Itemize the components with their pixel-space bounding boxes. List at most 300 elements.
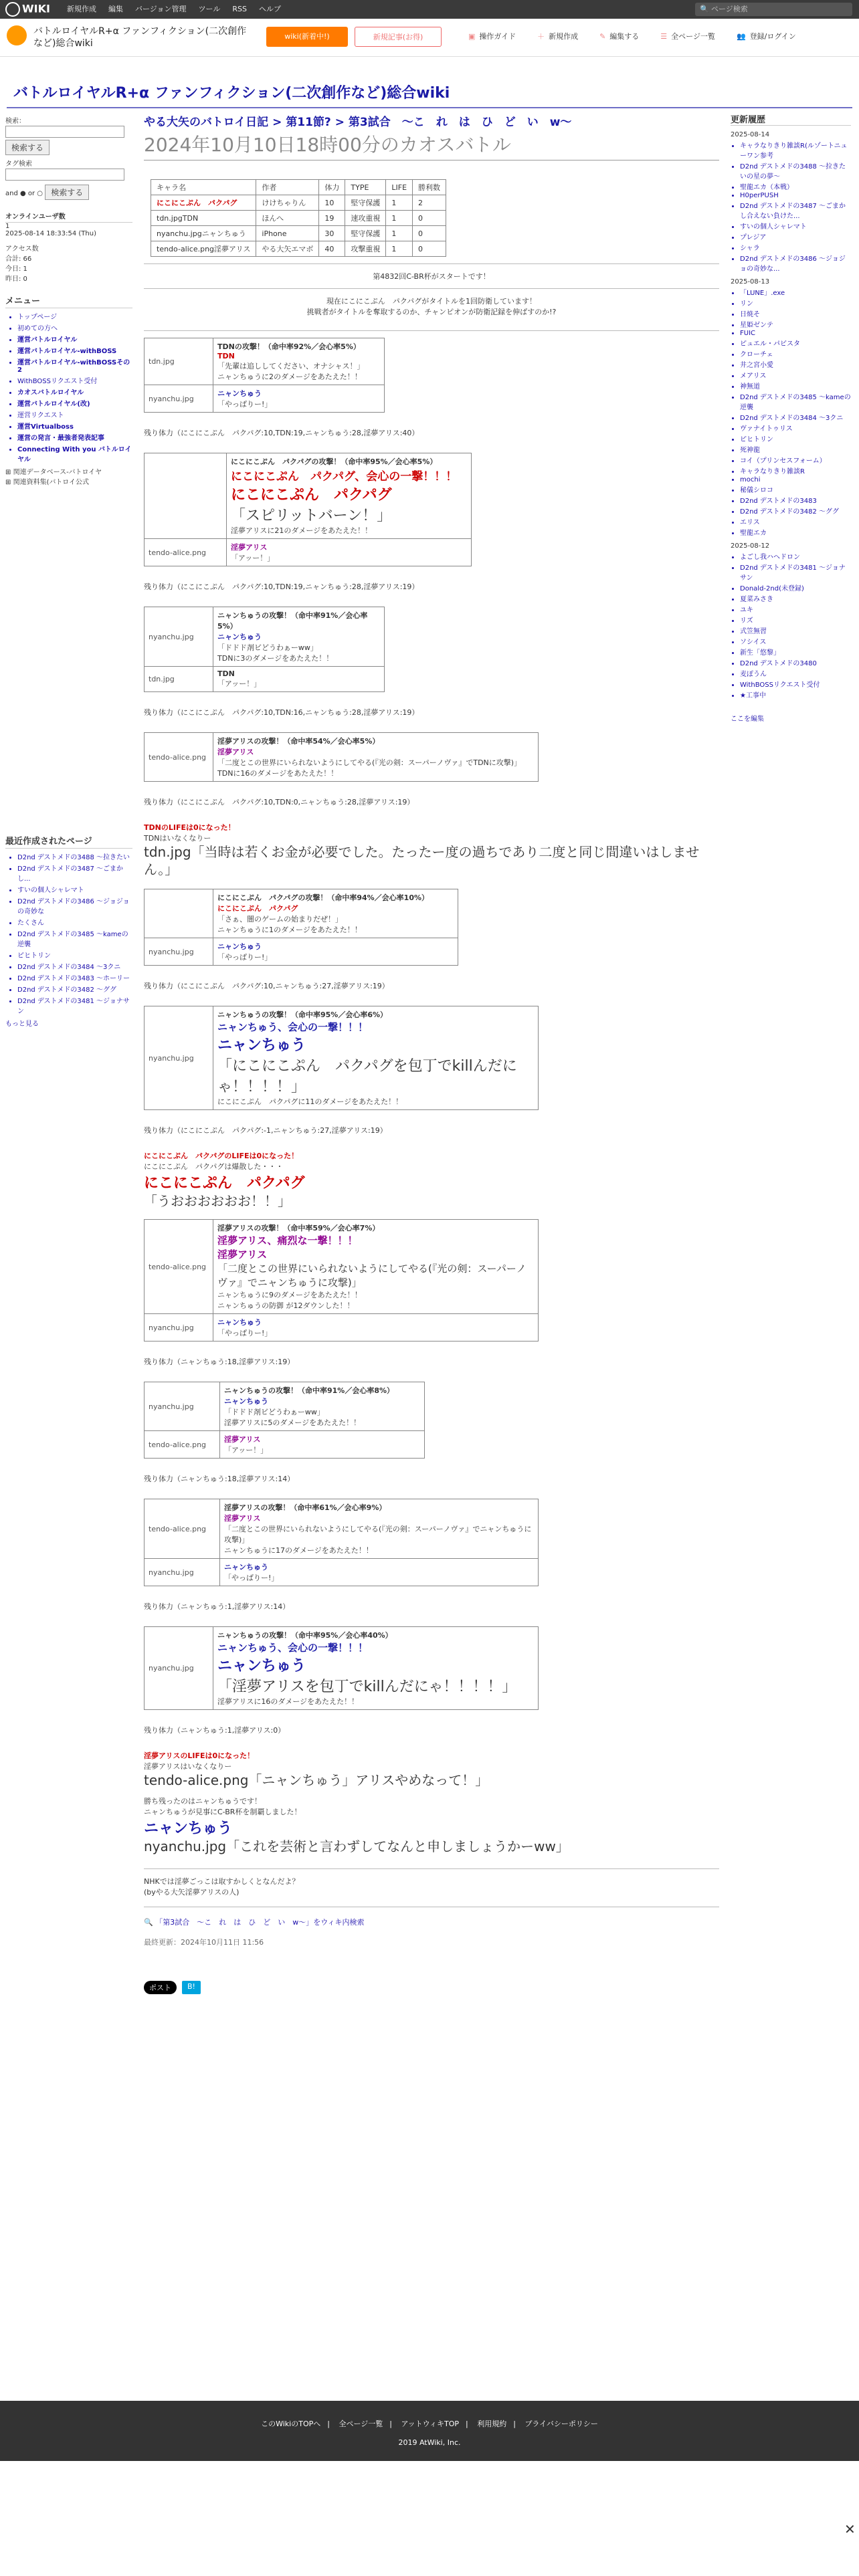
character-table xyxy=(151,179,446,257)
menu-new[interactable]: 新規作成 xyxy=(67,5,96,13)
cell: iPhone xyxy=(256,226,319,241)
tag-search-button[interactable]: 検索する xyxy=(45,185,89,200)
book-icon: ▣ xyxy=(468,32,476,41)
divider xyxy=(144,1868,719,1869)
attack-text xyxy=(213,1006,539,1110)
history-item[interactable]: • リン xyxy=(740,298,851,308)
history-item[interactable]: • 日焼そ xyxy=(740,308,851,318)
login-action[interactable] xyxy=(737,31,796,41)
cell: 堅守保護 xyxy=(345,226,386,241)
table-row xyxy=(151,211,446,226)
sub-item-label: 関連データベース-バトロイヤ xyxy=(13,469,102,476)
create-action[interactable] xyxy=(537,31,578,41)
cell: 0 xyxy=(413,241,446,257)
history-item[interactable]: • D2nd デストメドの3487 〜ごまかし合えない負けた... xyxy=(740,200,851,220)
attack-line: にこにこぷん パクパグの攻撃！（命中率95%／会心率5%） xyxy=(231,457,438,466)
sub-item[interactable] xyxy=(5,476,132,486)
tdn-death-2: TDNはいなくなりー xyxy=(144,834,211,843)
attacker-image: nyanchu.jpg xyxy=(145,1382,220,1431)
history-item[interactable]: • 死神龍 xyxy=(740,444,851,454)
cell: nyanchu.jpgニャンちゅう xyxy=(151,226,256,241)
atwiki-logo[interactable] xyxy=(5,2,50,17)
battle-round xyxy=(144,1382,425,1459)
new-article-button[interactable]: 新規記事(お得) xyxy=(355,27,442,47)
defender-image: tendo-alice.png xyxy=(145,539,227,566)
attack-text xyxy=(220,1382,425,1431)
remaining-hp: 残り体力（ニャンちゅう:18,淫夢アリス:14） xyxy=(144,1475,295,1483)
cell: 10 xyxy=(319,195,345,211)
expand-icon[interactable]: ⊞ xyxy=(5,469,11,476)
divider xyxy=(144,263,719,264)
recent-item[interactable]: • D2nd デストメドの3483 〜ホーリー xyxy=(17,972,132,982)
x-post-button[interactable]: ポスト xyxy=(144,1981,177,1994)
reply-line: TDN xyxy=(217,669,235,678)
access-today: 今日: 1 xyxy=(5,265,27,273)
menu-list xyxy=(17,311,132,463)
menu-item[interactable]: • 運営バトルロイヤル xyxy=(17,334,132,344)
attack-text xyxy=(213,733,539,782)
update-history-heading: 更新履歴 xyxy=(731,112,851,126)
history-item[interactable]: • リズ xyxy=(740,615,851,625)
footer-note-1: NHKでは淫夢ごっこは取すかしくとなんだよ？ xyxy=(144,1877,300,1886)
logo-mark-icon xyxy=(5,2,20,17)
breadcrumb-current: 第3試合 〜こ れ は ひ ど い w〜 xyxy=(348,116,572,129)
breadcrumb-link[interactable]: やる大矢のバトロイ日記 xyxy=(144,116,269,129)
recent-item[interactable]: • D2nd デストメドの3481 〜ジョナサン xyxy=(17,995,132,1015)
cell: 0 xyxy=(413,226,446,241)
side-search-button[interactable]: 検索する xyxy=(5,140,50,155)
attack-line: ニャンちゅう、会心の一撃！！！ xyxy=(217,1021,369,1033)
left-sidebar xyxy=(5,112,132,1028)
recent-item[interactable]: • D2nd デストメドの3487 〜ごまかし... xyxy=(17,863,132,883)
col-header: TYPE xyxy=(345,180,386,195)
attack-text xyxy=(213,1220,539,1314)
history-item[interactable]: • すいの個人シャレマト xyxy=(740,221,851,231)
remaining-hp: 残り体力（にこにこぷん パクパグ:10,TDN:0,ニャンちゅう:28,淫夢アリス:19） xyxy=(144,798,415,807)
battle-round xyxy=(144,889,458,966)
list-icon: ☰ xyxy=(660,32,668,41)
battle-round xyxy=(144,1006,539,1110)
footer-link[interactable]: 全ページ一覧 xyxy=(339,2420,383,2428)
attack-line: 「スピリットバーン！」 xyxy=(231,508,392,524)
footer-links: このWikiのTOPへ | 全ページ一覧 | アットウィキTOP | 利用規約 | プライバシーポリシー xyxy=(261,2420,598,2428)
recent-item[interactable]: • D2nd デストメドの3486 〜ジョジョの奇妙な xyxy=(17,895,132,916)
pakupagu-death-2: にこにこぷん パクパグは爆散した・・・ xyxy=(144,1162,284,1171)
search-icon: 🔍 xyxy=(144,1918,153,1927)
history-item[interactable]: • D2nd デストメドの3483 xyxy=(740,495,851,505)
attack-line: ニャンちゅうの攻撃！（命中率91%／会心率8%） xyxy=(224,1386,395,1395)
history-item[interactable]: • 秘儀シロコ xyxy=(740,484,851,494)
attack-line: 淫夢アリス xyxy=(224,1514,261,1523)
reply-line: ニャンちゅう xyxy=(217,1318,262,1327)
history-item[interactable]: • 井之宮小愛 xyxy=(740,359,851,369)
attack-line: 淫夢アリス xyxy=(217,748,254,756)
wiki-new-button[interactable]: wiki(新着中!) xyxy=(266,27,348,47)
attacker-image: nyanchu.jpg xyxy=(145,607,213,667)
logo-text: WIKI xyxy=(22,2,50,15)
footer-link[interactable]: アットウィキTOP xyxy=(401,2420,460,2428)
attacker-image: tdn.jpg xyxy=(145,338,213,385)
menu-tools[interactable]: ツール xyxy=(198,5,221,13)
reply-line: 淫夢アリス xyxy=(224,1435,261,1444)
page-title: 2024年10月10日18時00分のカオスバトル xyxy=(144,134,511,156)
attack-line: ニャンちゅうの攻撃！（命中率95%／会心率40%） xyxy=(217,1631,393,1640)
attack-line: 「淫夢アリスを包丁でkillんだにゃ！！！！」 xyxy=(217,1679,517,1695)
attack-line: 「二度とこの世界にいられないようにしてやる(『光の剣：スーパーノヴァ』でニャンちゅうに攻撃)」 xyxy=(217,1263,527,1289)
winner-line-1: 勝ち残ったのはニャンちゅうです！ xyxy=(144,1797,262,1806)
attack-text xyxy=(213,1627,539,1710)
breadcrumb-link[interactable]: 第11節? xyxy=(286,116,331,129)
tag-label: タグ検索 xyxy=(5,160,32,168)
attack-line: 淫夢アリスに16のダメージをあたえた！！ xyxy=(217,1697,359,1706)
edit-label: 編集する xyxy=(609,32,640,41)
attack-line: TDNの攻撃！（命中率92%／会心率5%） xyxy=(217,342,361,351)
attack-line: ニャンちゅう xyxy=(217,1658,306,1675)
attack-line: ニャンちゅう、会心の一撃！！！ xyxy=(217,1642,369,1654)
site-title[interactable]: バトルロイヤルR+α ファンフィクション(二次創作など)総合wiki xyxy=(13,85,450,102)
footer-link[interactable]: 利用規約 xyxy=(477,2420,507,2428)
history-list xyxy=(740,551,851,700)
divider xyxy=(144,288,719,289)
online-num: 1 xyxy=(5,223,10,230)
menu-rss[interactable]: RSS xyxy=(232,5,247,13)
guide-label: 操作ガイド xyxy=(479,32,516,41)
close-icon[interactable]: ✕ xyxy=(844,2521,856,2537)
wiki-header xyxy=(0,19,859,57)
history-item[interactable]: • FUIC xyxy=(740,330,851,337)
battle-round xyxy=(144,607,385,692)
attack-text xyxy=(220,1499,539,1559)
alice-quote: tendo-alice.png「ニャンちゅう」アリスやめなって！」 xyxy=(144,1772,489,1788)
plus-icon: ＋ xyxy=(537,32,545,41)
pakupagu-death-1: にこにこぷん パクパグのLIFEは0になった！ xyxy=(144,1152,299,1160)
pakupagu-quote: 「うおおおおおお！！」 xyxy=(144,1193,291,1209)
history-item[interactable]: • 星姫ゼンテ xyxy=(740,319,851,329)
edit-action[interactable] xyxy=(599,31,639,41)
attack-line: ニャンちゅうに2のダメージをあたえた！！ xyxy=(217,372,362,381)
wiki-search-link[interactable] xyxy=(144,1917,719,1927)
all-pages-label: 全ページ一覧 xyxy=(671,32,715,41)
attacker-image xyxy=(145,453,227,539)
winner-line-2: ニャンちゅうが見事にC-BR杯を制覇しました！ xyxy=(144,1808,302,1816)
cell: にこにこぷん パクパグ xyxy=(151,195,256,211)
pakupagu-name: にこにこぷん パクパグ xyxy=(144,1175,305,1192)
wiki-search-label: 「第3試合 〜こ れ は ひ ど い w〜」をウィキ内検索 xyxy=(155,1918,365,1927)
history-item[interactable]: • ソシイス xyxy=(740,636,851,646)
reply-text xyxy=(220,1431,425,1459)
menu-item[interactable]: • 運営バトルロイヤル-withBOSS xyxy=(17,345,132,355)
cell: 1 xyxy=(386,241,413,257)
menu-edit[interactable]: 編集 xyxy=(108,5,123,13)
tdn-death-1: TDNのLIFEは0になった！ xyxy=(144,823,235,832)
tag-search-input[interactable] xyxy=(5,169,124,181)
cell: 2 xyxy=(413,195,446,211)
remaining-hp: 残り体力（にこにこぷん パクパグ:10,TDN:19,ニャンちゅう:28,淫夢アリス:40） xyxy=(144,429,419,437)
cell: 1 xyxy=(386,226,413,241)
reply-line: 「やっばりー!」 xyxy=(217,953,272,962)
defender-image: nyanchu.jpg xyxy=(145,385,213,413)
history-item[interactable]: • ★工事中 xyxy=(740,689,851,700)
menu-heading: メニュー xyxy=(5,294,132,308)
history-date: 2025-08-13 xyxy=(731,278,770,286)
attack-line: 「さぁ、闇のゲームの始まりだぜ！」 xyxy=(217,915,343,924)
history-item[interactable]: • D2nd デストメドの3485 〜kameの逆襲 xyxy=(740,391,851,411)
remaining-hp: 残り体力（ニャンちゅう:1,淫夢アリス:0） xyxy=(144,1726,286,1735)
wiki-logo-icon[interactable] xyxy=(7,25,27,45)
history-list xyxy=(740,287,851,537)
attack-line: ニャンちゅうの防御 が12ダウンした！！ xyxy=(217,1301,355,1310)
divider xyxy=(144,330,719,331)
history-item[interactable]: • ユキ xyxy=(740,604,851,614)
history-item[interactable]: • キャラなりきり雑談R xyxy=(740,465,851,475)
recent-item[interactable]: • D2nd デストメドの3488 〜拉きたい xyxy=(17,851,132,861)
history-item[interactable]: • 「LUNE」.exe xyxy=(740,287,851,297)
cell: 攻撃重視 xyxy=(345,241,386,257)
cell: 0 xyxy=(413,211,446,226)
recent-item[interactable]: • すいの個人シャレマト xyxy=(17,884,132,894)
history-item[interactable]: • D2nd デストメドの3486 〜ジョジョの奇妙な... xyxy=(740,253,851,273)
menu-item[interactable]: • 運営リクエスト xyxy=(17,409,132,419)
footer-link[interactable]: プライバシーポリシー xyxy=(524,2420,598,2428)
recent-item[interactable]: • ピヒトリン xyxy=(17,950,132,960)
history-item[interactable]: • クローチェ xyxy=(740,348,851,358)
all-pages-action[interactable] xyxy=(660,31,715,41)
menu-item[interactable]: • 運営の発言・最強者発表記事 xyxy=(17,432,132,442)
attacker-image: nyanchu.jpg xyxy=(145,1006,213,1110)
menu-item[interactable]: • 初めての方へ xyxy=(17,322,132,332)
access-label: アクセス数 xyxy=(5,245,39,253)
menu-item[interactable]: • WithBOSSリクエスト受付 xyxy=(17,375,132,385)
attack-line: 淫夢アリスの攻撃！（命中率59%／会心率7%） xyxy=(217,1224,380,1232)
history-item[interactable]: • ヴァナイトゥリス xyxy=(740,423,851,433)
cell: 19 xyxy=(319,211,345,226)
attack-line: 「先輩は追ししてください、オナシャス！」 xyxy=(217,362,365,370)
defender-image: tdn.jpg xyxy=(145,667,213,692)
recent-list xyxy=(17,851,132,1015)
menu-item[interactable]: • 運営バトルロイヤル(改) xyxy=(17,398,132,408)
remaining-hp: 残り体力（にこにこぷん パクパグ:10,ニャンちゅう:27,淫夢アリス:19） xyxy=(144,982,389,990)
history-list xyxy=(740,140,851,273)
history-item[interactable]: • 聖龍エカ xyxy=(740,527,851,537)
menu-item[interactable]: • カオスバトルロイヤル xyxy=(17,387,132,397)
access-yesterday: 昨日: 0 xyxy=(5,276,27,283)
history-item[interactable]: • WithBOSSリクエスト受付 xyxy=(740,679,851,689)
search-icon: 🔍 xyxy=(700,5,709,13)
attack-text xyxy=(213,889,458,938)
datetime: 2025-08-14 18:33:54 (Thu) xyxy=(5,230,96,237)
col-header: LIFE xyxy=(386,180,413,195)
defender-image: tendo-alice.png xyxy=(145,1431,220,1459)
recent-item[interactable]: • D2nd デストメドの3484 〜3クニ xyxy=(17,961,132,971)
alice-death-1: 淫夢アリスのLIFEは0になった！ xyxy=(144,1751,255,1760)
reply-line: 「アッー！」 xyxy=(231,554,275,562)
start-text: 第4832回C-BR杯がスタートです！ xyxy=(373,272,490,281)
login-label: 登録/ログイン xyxy=(749,32,796,41)
menu-version[interactable]: バージョン管理 xyxy=(135,5,187,13)
title-rule xyxy=(7,107,852,108)
more-link[interactable]: もっと見る xyxy=(5,1021,39,1028)
and-or-radio[interactable]: and ● or ○ xyxy=(5,190,43,197)
battle-round xyxy=(144,1626,539,1710)
history-item[interactable]: • D2nd デストメドの3480 xyxy=(740,657,851,667)
history-item[interactable]: • ピュエル・パビスタ xyxy=(740,338,851,348)
attack-line: にこにこぷん パクパグ xyxy=(217,904,298,913)
history-item[interactable]: • D2nd デストメドの3482 〜ググ xyxy=(740,506,851,516)
cell: 堅守保護 xyxy=(345,195,386,211)
attack-line: 「二度とこの世界にいられないようにしてやる(『光の剣：スーパーノヴァ』でTDNに攻撃)」 xyxy=(217,758,522,767)
attack-line: ニャンちゅうに9のダメージをあたえた！！ xyxy=(217,1291,362,1299)
cell: tdn.jpgTDN xyxy=(151,211,256,226)
attacker-image: nyanchu.jpg xyxy=(145,1627,213,1710)
attack-line: にこにこぷん パクパグ、会心の一撃！！！ xyxy=(231,470,458,484)
main-content xyxy=(144,112,719,1994)
attack-line: ニャンちゅう xyxy=(224,1397,268,1406)
history-item[interactable]: • キャラなりきり雑談R(ルゾートニューワン参考 xyxy=(740,140,851,160)
menu-help[interactable]: ヘルプ xyxy=(258,5,281,13)
table-row xyxy=(151,195,446,211)
header-actions xyxy=(468,31,796,41)
attack-line: 「ドドド剤ビどうわぁーww」 xyxy=(217,643,318,652)
attack-line: 淫夢アリス、痛烈な一撃！！！ xyxy=(217,1235,358,1247)
attack-line: 淫夢アリスの攻撃！（命中率61%／会心率9%） xyxy=(224,1503,387,1512)
user-icon: 👥 xyxy=(736,32,746,41)
sub-item[interactable] xyxy=(5,466,132,476)
attack-text xyxy=(213,338,385,385)
hatena-bookmark-button[interactable]: B! xyxy=(182,1981,201,1994)
cell: 1 xyxy=(386,211,413,226)
menu-item[interactable]: • トップページ xyxy=(17,311,132,321)
history-item[interactable]: • mochi xyxy=(740,476,851,484)
reply-line: ニャンちゅう xyxy=(224,1563,268,1572)
winner-name: ニャンちゅう xyxy=(144,1820,233,1837)
attack-line: ニャンちゅうに1のダメージをあたえた！！ xyxy=(217,926,362,934)
side-search-input[interactable] xyxy=(5,126,124,138)
remaining-hp: 残り体力（ニャンちゅう:18,淫夢アリス:19） xyxy=(144,1358,295,1366)
history-item[interactable]: • H0perPUSH xyxy=(740,192,851,199)
site-footer xyxy=(0,2401,859,2461)
menu-item[interactable]: • 運営バトルロイヤル-withBOSSその2 xyxy=(17,356,132,374)
history-item[interactable]: • よごし我ハヘドロン xyxy=(740,551,851,561)
history-item[interactable]: • Donald-2nd(未登録) xyxy=(740,582,851,593)
recent-item[interactable]: • D2nd デストメドの3482 〜ググ xyxy=(17,984,132,994)
sub-item-label: 関連資料集(バトロイ公式 xyxy=(13,479,89,486)
reply-text xyxy=(213,1314,539,1341)
battle-round xyxy=(144,1219,539,1341)
attack-line: にこにこぷん パクパグ xyxy=(231,487,392,504)
cell: ほんへ xyxy=(256,211,319,226)
battle-round xyxy=(144,338,385,413)
menu-item[interactable]: • 運営Virtualboss xyxy=(17,421,132,431)
col-header: 作者 xyxy=(256,180,319,195)
col-header: 勝利数 xyxy=(413,180,446,195)
cell: 速攻重視 xyxy=(345,211,386,226)
copyright: 2019 AtWiki, Inc. xyxy=(398,2438,461,2447)
cell: 30 xyxy=(319,226,345,241)
attack-line: ニャンちゅうに17のダメージをあたえた！！ xyxy=(224,1546,373,1555)
reply-line: ニャンちゅう xyxy=(217,389,262,398)
search-placeholder: ページ検索 xyxy=(711,5,748,13)
reply-line: 「アッー！」 xyxy=(217,679,262,688)
reply-line: 「やっばりー!」 xyxy=(224,1574,279,1582)
share-buttons xyxy=(144,1981,719,1994)
history-item[interactable]: • 夏菜みさき xyxy=(740,593,851,603)
history-item[interactable]: • シャラ xyxy=(740,242,851,252)
attacker-image: tendo-alice.png xyxy=(145,1499,220,1559)
wiki-name[interactable]: バトルロイヤルR+α ファンフィクション(二次創作など)総合wiki xyxy=(33,26,247,49)
history-item[interactable]: • プレジア xyxy=(740,231,851,241)
recent-item[interactable]: • たくさん xyxy=(17,917,132,927)
alice-death-2: 淫夢アリスはいなくなりー xyxy=(144,1762,232,1771)
history-item[interactable]: • 神無道 xyxy=(740,381,851,391)
cell: けけちゃりん xyxy=(256,195,319,211)
history-item[interactable]: • D2nd デストメドの3484 〜3クニ xyxy=(740,412,851,422)
defender-image: nyanchu.jpg xyxy=(145,1559,220,1586)
history-item[interactable]: • エリス xyxy=(740,516,851,526)
edit-sidebar-link[interactable]: ここを編集 xyxy=(731,716,764,723)
reply-text xyxy=(220,1559,539,1586)
reply-line: 淫夢アリス xyxy=(231,543,268,552)
table-row xyxy=(151,226,446,241)
attack-line: ニャンちゅうの攻撃！（命中率91%／会心率5%） xyxy=(217,611,368,631)
history-item[interactable]: • 式笠無習 xyxy=(740,625,851,635)
remaining-hp: 残り体力（にこにこぷん パクパグ:10,TDN:19,ニャンちゅう:28,淫夢アリス:19） xyxy=(144,582,419,591)
footer-note-2: (byやる大矢淫夢アリスの人) xyxy=(144,1888,240,1897)
and-or-row xyxy=(5,183,132,200)
history-item[interactable]: • D2nd デストメドの3488 〜拉きたいの星の夢〜 xyxy=(740,160,851,181)
intro-line-2: 挑戦者がタイトルを奪取するのか、チャンピオンが防衛記録を伸ばすのか!? xyxy=(306,308,557,316)
attack-line: ニャンちゅうの攻撃！（命中率95%／会心率6%） xyxy=(217,1010,388,1019)
history-item[interactable]: • 聖龍エカ（本戦） xyxy=(740,181,851,191)
recent-item[interactable]: • D2nd デストメドの3485 〜kameの逆襲 xyxy=(17,928,132,948)
reply-text xyxy=(227,539,472,566)
reply-text xyxy=(213,667,385,692)
attack-line: ニャンちゅう xyxy=(217,633,262,641)
history-item[interactable]: • 新生「悠黎」 xyxy=(740,647,851,657)
battle-round xyxy=(144,732,539,782)
reply-line: ニャンちゅう xyxy=(217,942,262,951)
attack-line: TDNに3のダメージをあたえた！！ xyxy=(217,654,334,663)
last-update: 最終更新：2024年10月11日 11:56 xyxy=(144,1938,264,1947)
remaining-hp: 残り体力（にこにこぷん パクパグ:-1,ニャンちゅう:27,淫夢アリス:19） xyxy=(144,1126,387,1135)
top-menu xyxy=(67,0,281,19)
history-item[interactable]: • コイ（プリンセスフォーム） xyxy=(740,455,851,465)
search-label: 検索： xyxy=(5,118,25,125)
guide-action[interactable] xyxy=(468,31,516,41)
cell: 1 xyxy=(386,195,413,211)
defender-image: nyanchu.jpg xyxy=(145,1314,213,1341)
cell: やる大矢エマボ xyxy=(256,241,319,257)
attack-line: にこにこぷん パクパグに11のダメージをあたえた！！ xyxy=(217,1097,403,1106)
winner-quote: nyanchu.jpg「これを芸術と言わずしてなんと申しましょうかーww」 xyxy=(144,1838,569,1854)
history-item[interactable]: • D2nd デストメドの3481 〜ジョナサン xyxy=(740,562,851,582)
page-search-input[interactable] xyxy=(695,3,852,16)
history-date: 2025-08-14 xyxy=(731,131,770,138)
history-item[interactable]: • 麦ぽうん xyxy=(740,668,851,678)
breadcrumb: やる大矢のバトロイ日記 > 第11節? > 第3試合 〜こ れ は ひ ど い w〜 xyxy=(144,116,572,129)
recent-heading: 最近作成されたページ xyxy=(5,834,132,849)
attack-line: TDN xyxy=(217,352,235,360)
expand-icon[interactable]: ⊞ xyxy=(5,479,11,486)
attack-line: 淫夢アリスに5のダメージをあたえた！！ xyxy=(224,1418,361,1427)
reply-text xyxy=(213,938,458,966)
history-item[interactable]: • メアリス xyxy=(740,370,851,380)
attack-line: にこにこぷん パクパグの攻撃！（命中率94%／会心率10%） xyxy=(217,893,429,902)
menu-item[interactable]: • Connecting With you バトルロイヤル xyxy=(17,443,132,463)
reply-line: 「やっばりー!」 xyxy=(217,400,272,409)
reply-line: 「アッー！」 xyxy=(224,1446,268,1455)
footer-link[interactable]: このWikiのTOPへ xyxy=(261,2420,321,2428)
history-item[interactable]: • ピヒトリン xyxy=(740,433,851,443)
